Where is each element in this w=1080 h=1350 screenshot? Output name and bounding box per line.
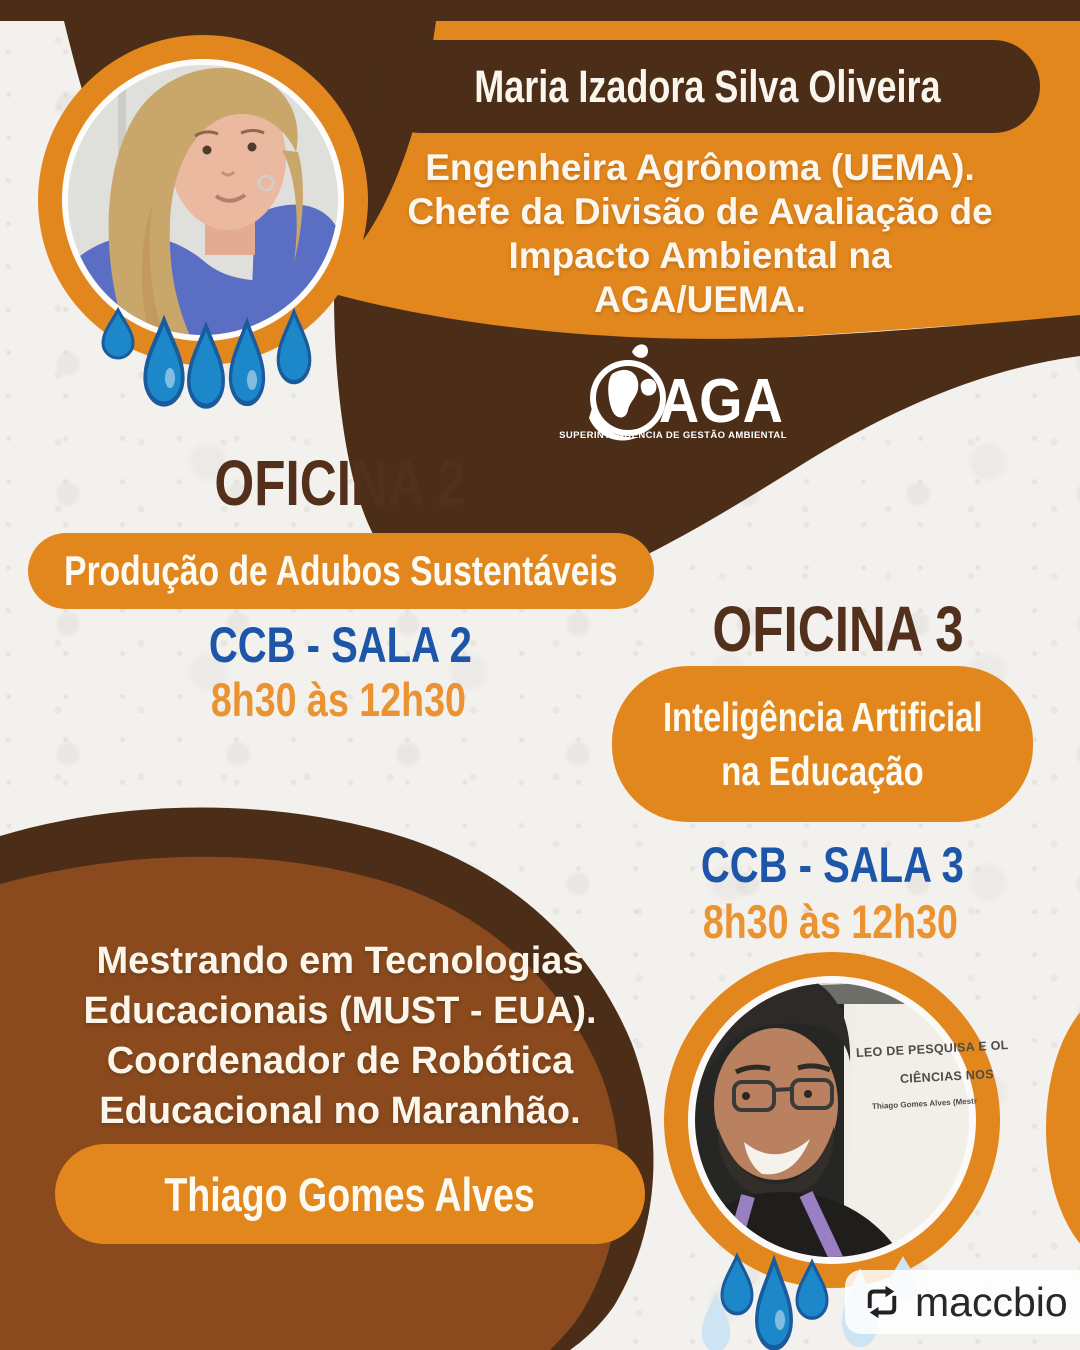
aga-logo-subtitle: SUPERINTENDÊNCIA DE GESTÃO AMBIENTAL: [559, 430, 787, 441]
speaker-top-photo: [38, 35, 368, 365]
workshop3-location: CCB - SALA 3: [700, 837, 964, 893]
aga-logo-text: AGA: [658, 367, 783, 436]
watermark-username: maccbio: [915, 1278, 1068, 1325]
speaker-top-name: Maria Izadora Silva Oliveira: [473, 60, 941, 112]
repost-icon: [861, 1282, 903, 1322]
speaker-bottom-photo: [664, 952, 1000, 1290]
photo-poster-text-1: LEO DE PESQUISA E OL: [855, 1038, 1009, 1060]
workshop3-time: 8h30 às 12h30: [702, 895, 958, 948]
speaker-bottom-description: Mestrando em Tecnologias Educacionais (MUST - EUA). Coordenador de Robótica Educacional no Maranhão.: [83, 940, 597, 1132]
watermark-chip: [845, 1270, 1080, 1334]
workshop2-time: 8h30 às 12h30: [210, 673, 466, 726]
speaker-top-description: Engenheira Agrônoma (UEMA). Chefe da Divisão de Avaliação de Impacto Ambiental na AGA/UEMA.: [407, 147, 993, 320]
workshop2-title-pill: Produção de Adubos Sustentáveis: [28, 533, 654, 609]
water-drops-bottom: [722, 1256, 827, 1348]
workshop2-location: CCB - SALA 2: [208, 617, 472, 673]
speaker-bottom-name-pill: Thiago Gomes Alves: [55, 1144, 645, 1244]
workshop3-title-card: Inteligência Artificial na Educação: [612, 666, 1033, 822]
workshop2-heading: OFICINA 2: [214, 447, 466, 519]
photo-poster-text-2: CIÊNCIAS NOS: [899, 1067, 995, 1086]
right-orange-blob: [1046, 988, 1080, 1268]
speaker-top-name-band: [374, 40, 1040, 133]
workshop3-heading: OFICINA 3: [712, 593, 964, 665]
photo-poster-text-3: Thiago Gomes Alves (Mestr: [871, 1096, 978, 1111]
